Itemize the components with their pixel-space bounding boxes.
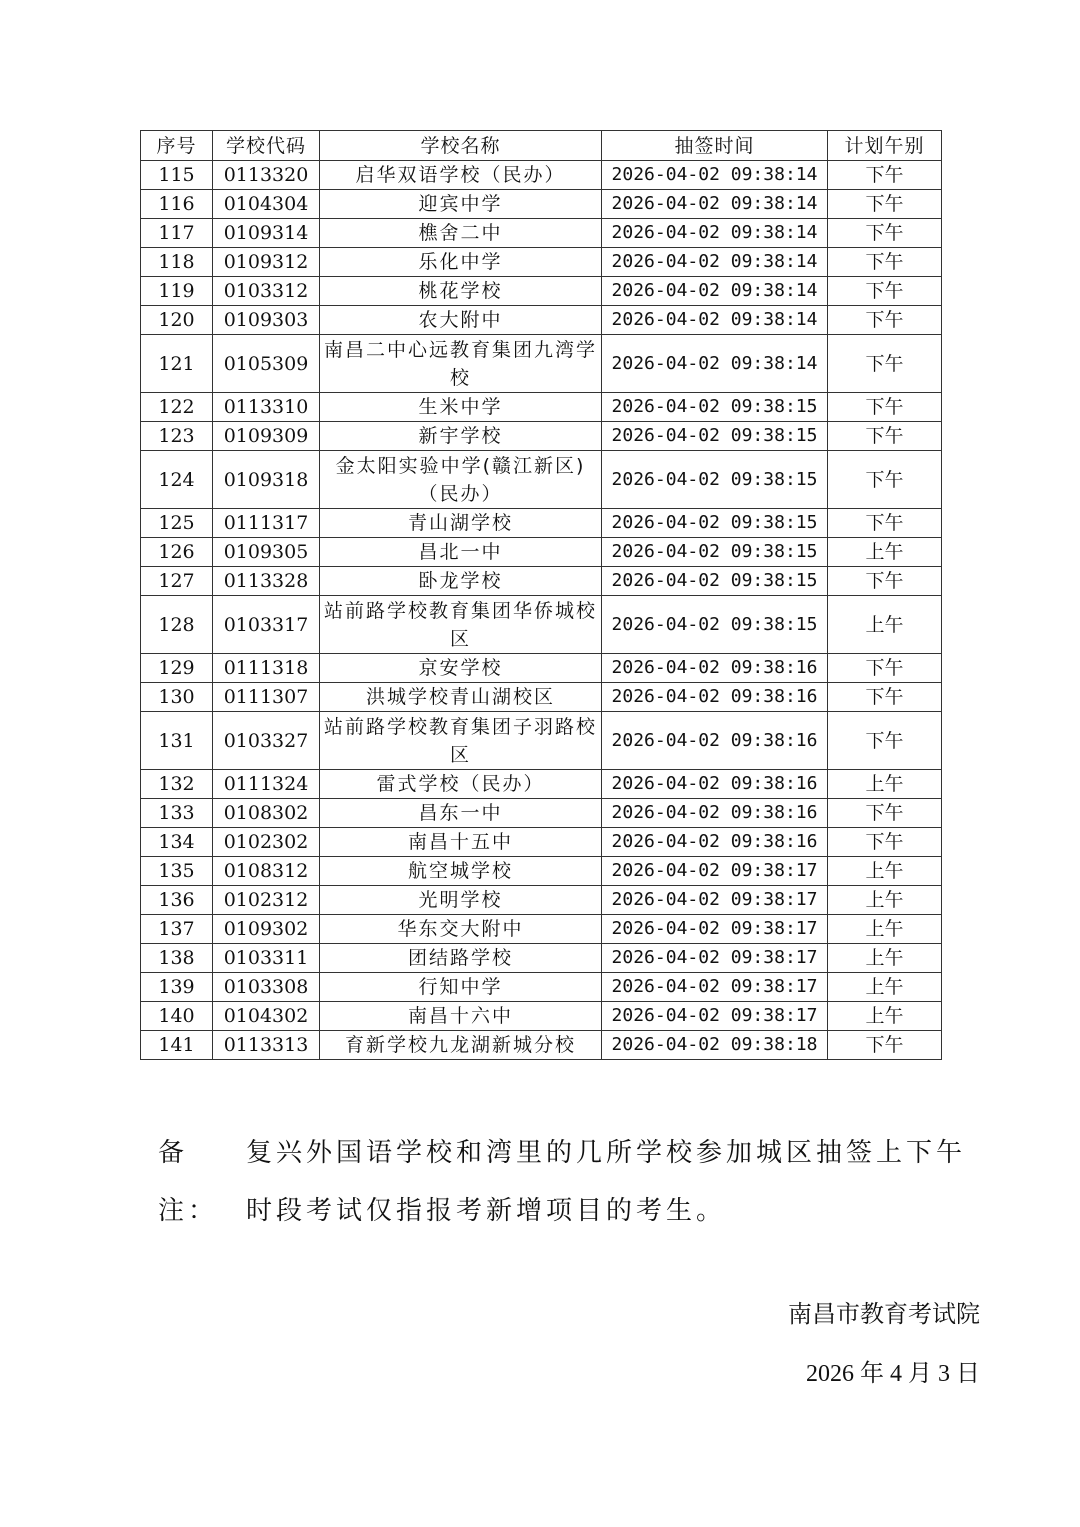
table-row <box>141 335 942 393</box>
table-row <box>141 248 942 277</box>
school-name-cell: 光明学校 <box>320 886 602 915</box>
remark-text: 复兴外国语学校和湾里的几所学校参加城区抽签上下午时段考试仅指报考新增项目的考生。 <box>246 1138 967 1226</box>
table-row <box>141 944 942 973</box>
planned-period-cell: 下午 <box>828 828 942 857</box>
school-name-cell: 洪城学校青山湖校区 <box>320 683 602 712</box>
planned-period-cell: 下午 <box>828 248 942 277</box>
serial-number-cell: 128 <box>141 596 213 654</box>
serial-number-cell: 120 <box>141 306 213 335</box>
planned-period-cell: 下午 <box>828 277 942 306</box>
draw-time-cell: 2026-04-02 09:38:15 <box>602 538 828 567</box>
table-row <box>141 683 942 712</box>
school-name-cell: 南昌十六中 <box>320 1002 602 1031</box>
school-code-cell: 0102312 <box>213 886 320 915</box>
header-school-name: 学校名称 <box>320 131 602 161</box>
table-row <box>141 451 942 509</box>
planned-period-cell: 上午 <box>828 596 942 654</box>
draw-time-cell: 2026-04-02 09:38:17 <box>602 973 828 1002</box>
table-row <box>141 712 942 770</box>
serial-number-cell: 126 <box>141 538 213 567</box>
school-code-cell: 0103311 <box>213 944 320 973</box>
school-name-cell: 南昌十五中 <box>320 828 602 857</box>
school-code-cell: 0113320 <box>213 161 320 190</box>
school-code-cell: 0111317 <box>213 509 320 538</box>
table-row <box>141 190 942 219</box>
school-code-cell: 0109318 <box>213 451 320 509</box>
school-name-cell: 京安学校 <box>320 654 602 683</box>
table-row <box>141 277 942 306</box>
serial-number-cell: 115 <box>141 161 213 190</box>
planned-period-cell: 下午 <box>828 161 942 190</box>
table-row <box>141 219 942 248</box>
school-code-cell: 0111318 <box>213 654 320 683</box>
draw-time-cell: 2026-04-02 09:38:14 <box>602 161 828 190</box>
header-planned-period: 计划午别 <box>828 131 942 161</box>
school-code-cell: 0109303 <box>213 306 320 335</box>
serial-number-cell: 136 <box>141 886 213 915</box>
serial-number-cell: 122 <box>141 393 213 422</box>
draw-time-cell: 2026-04-02 09:38:14 <box>602 306 828 335</box>
school-name-cell: 行知中学 <box>320 973 602 1002</box>
school-code-cell: 0102302 <box>213 828 320 857</box>
serial-number-cell: 129 <box>141 654 213 683</box>
table-row <box>141 538 942 567</box>
school-name-cell: 桃花学校 <box>320 277 602 306</box>
planned-period-cell: 下午 <box>828 190 942 219</box>
planned-period-cell: 上午 <box>828 973 942 1002</box>
planned-period-cell: 下午 <box>828 509 942 538</box>
school-name-cell: 金太阳实验中学(赣江新区)（民办） <box>320 451 602 509</box>
serial-number-cell: 118 <box>141 248 213 277</box>
school-code-cell: 0109314 <box>213 219 320 248</box>
school-name-cell: 雷式学校（民办） <box>320 770 602 799</box>
school-name-cell: 昌北一中 <box>320 538 602 567</box>
school-code-cell: 0103327 <box>213 712 320 770</box>
school-name-cell: 昌东一中 <box>320 799 602 828</box>
draw-time-cell: 2026-04-02 09:38:14 <box>602 335 828 393</box>
school-name-cell: 团结路学校 <box>320 944 602 973</box>
planned-period-cell: 下午 <box>828 393 942 422</box>
school-name-cell: 樵舍二中 <box>320 219 602 248</box>
school-code-cell: 0111307 <box>213 683 320 712</box>
serial-number-cell: 125 <box>141 509 213 538</box>
table-row <box>141 161 942 190</box>
table-row <box>141 973 942 1002</box>
school-code-cell: 0109309 <box>213 422 320 451</box>
draw-time-cell: 2026-04-02 09:38:16 <box>602 799 828 828</box>
school-name-cell: 南昌二中心远教育集团九湾学校 <box>320 335 602 393</box>
school-name-cell: 站前路学校教育集团华侨城校区 <box>320 596 602 654</box>
serial-number-cell: 123 <box>141 422 213 451</box>
draw-time-cell: 2026-04-02 09:38:14 <box>602 248 828 277</box>
table-row <box>141 799 942 828</box>
school-code-cell: 0105309 <box>213 335 320 393</box>
draw-time-cell: 2026-04-02 09:38:16 <box>602 828 828 857</box>
school-code-cell: 0103308 <box>213 973 320 1002</box>
table-row <box>141 393 942 422</box>
draw-time-cell: 2026-04-02 09:38:15 <box>602 451 828 509</box>
serial-number-cell: 124 <box>141 451 213 509</box>
planned-period-cell: 上午 <box>828 886 942 915</box>
serial-number-cell: 117 <box>141 219 213 248</box>
draw-time-cell: 2026-04-02 09:38:18 <box>602 1031 828 1060</box>
school-code-cell: 0103317 <box>213 596 320 654</box>
school-code-cell: 0113310 <box>213 393 320 422</box>
school-code-cell: 0109305 <box>213 538 320 567</box>
serial-number-cell: 137 <box>141 915 213 944</box>
planned-period-cell: 下午 <box>828 683 942 712</box>
draw-time-cell: 2026-04-02 09:38:14 <box>602 219 828 248</box>
draw-time-cell: 2026-04-02 09:38:17 <box>602 915 828 944</box>
planned-period-cell: 下午 <box>828 799 942 828</box>
lottery-result-table <box>140 130 942 1060</box>
serial-number-cell: 131 <box>141 712 213 770</box>
planned-period-cell: 下午 <box>828 567 942 596</box>
planned-period-cell: 下午 <box>828 1031 942 1060</box>
header-draw-time: 抽签时间 <box>602 131 828 161</box>
school-name-cell: 乐化中学 <box>320 248 602 277</box>
draw-time-cell: 2026-04-02 09:38:14 <box>602 190 828 219</box>
draw-time-cell: 2026-04-02 09:38:15 <box>602 596 828 654</box>
table-row <box>141 422 942 451</box>
school-code-cell: 0109312 <box>213 248 320 277</box>
serial-number-cell: 116 <box>141 190 213 219</box>
remark-note <box>158 1124 988 1240</box>
planned-period-cell: 上午 <box>828 857 942 886</box>
issue-date: 2026 年 4 月 3 日 <box>806 1361 980 1387</box>
school-name-cell: 农大附中 <box>320 306 602 335</box>
draw-time-cell: 2026-04-02 09:38:15 <box>602 393 828 422</box>
planned-period-cell: 下午 <box>828 335 942 393</box>
serial-number-cell: 121 <box>141 335 213 393</box>
school-name-cell: 站前路学校教育集团子羽路校区 <box>320 712 602 770</box>
draw-time-cell: 2026-04-02 09:38:15 <box>602 422 828 451</box>
planned-period-cell: 上午 <box>828 1002 942 1031</box>
draw-time-cell: 2026-04-02 09:38:17 <box>602 886 828 915</box>
school-code-cell: 0108302 <box>213 799 320 828</box>
header-school-code: 学校代码 <box>213 131 320 161</box>
table-row <box>141 596 942 654</box>
draw-time-cell: 2026-04-02 09:38:17 <box>602 1002 828 1031</box>
planned-period-cell: 下午 <box>828 306 942 335</box>
planned-period-cell: 下午 <box>828 712 942 770</box>
planned-period-cell: 下午 <box>828 451 942 509</box>
planned-period-cell: 上午 <box>828 538 942 567</box>
planned-period-cell: 下午 <box>828 219 942 248</box>
serial-number-cell: 130 <box>141 683 213 712</box>
table-row <box>141 1031 942 1060</box>
serial-number-cell: 139 <box>141 973 213 1002</box>
planned-period-cell: 上午 <box>828 770 942 799</box>
school-name-cell: 航空城学校 <box>320 857 602 886</box>
draw-time-cell: 2026-04-02 09:38:16 <box>602 654 828 683</box>
serial-number-cell: 138 <box>141 944 213 973</box>
table-row <box>141 654 942 683</box>
school-name-cell: 卧龙学校 <box>320 567 602 596</box>
draw-time-cell: 2026-04-02 09:38:15 <box>602 509 828 538</box>
school-code-cell: 0111324 <box>213 770 320 799</box>
school-code-cell: 0108312 <box>213 857 320 886</box>
school-name-cell: 华东交大附中 <box>320 915 602 944</box>
issuer-name: 南昌市教育考试院 <box>788 1300 980 1328</box>
planned-period-cell: 下午 <box>828 422 942 451</box>
table-row <box>141 857 942 886</box>
table-row <box>141 828 942 857</box>
table-row <box>141 770 942 799</box>
planned-period-cell: 上午 <box>828 915 942 944</box>
remark-label: 备注： <box>158 1138 219 1226</box>
school-name-cell: 生米中学 <box>320 393 602 422</box>
serial-number-cell: 141 <box>141 1031 213 1060</box>
planned-period-cell: 下午 <box>828 654 942 683</box>
table-header-row <box>141 131 942 161</box>
header-serial-number: 序号 <box>141 131 213 161</box>
school-code-cell: 0113328 <box>213 567 320 596</box>
school-code-cell: 0103312 <box>213 277 320 306</box>
school-code-cell: 0113313 <box>213 1031 320 1060</box>
serial-number-cell: 134 <box>141 828 213 857</box>
school-name-cell: 育新学校九龙湖新城分校 <box>320 1031 602 1060</box>
planned-period-cell: 上午 <box>828 944 942 973</box>
serial-number-cell: 140 <box>141 1002 213 1031</box>
table-row <box>141 1002 942 1031</box>
draw-time-cell: 2026-04-02 09:38:16 <box>602 683 828 712</box>
draw-time-cell: 2026-04-02 09:38:16 <box>602 770 828 799</box>
school-code-cell: 0109302 <box>213 915 320 944</box>
serial-number-cell: 132 <box>141 770 213 799</box>
serial-number-cell: 119 <box>141 277 213 306</box>
table-row <box>141 915 942 944</box>
school-name-cell: 迎宾中学 <box>320 190 602 219</box>
serial-number-cell: 135 <box>141 857 213 886</box>
draw-time-cell: 2026-04-02 09:38:17 <box>602 857 828 886</box>
draw-time-cell: 2026-04-02 09:38:16 <box>602 712 828 770</box>
school-name-cell: 青山湖学校 <box>320 509 602 538</box>
school-code-cell: 0104304 <box>213 190 320 219</box>
table-row <box>141 567 942 596</box>
draw-time-cell: 2026-04-02 09:38:15 <box>602 567 828 596</box>
serial-number-cell: 127 <box>141 567 213 596</box>
draw-time-cell: 2026-04-02 09:38:14 <box>602 277 828 306</box>
school-name-cell: 新宇学校 <box>320 422 602 451</box>
table-row <box>141 306 942 335</box>
table-row <box>141 509 942 538</box>
serial-number-cell: 133 <box>141 799 213 828</box>
table-row <box>141 886 942 915</box>
draw-time-cell: 2026-04-02 09:38:17 <box>602 944 828 973</box>
school-code-cell: 0104302 <box>213 1002 320 1031</box>
school-name-cell: 启华双语学校（民办） <box>320 161 602 190</box>
